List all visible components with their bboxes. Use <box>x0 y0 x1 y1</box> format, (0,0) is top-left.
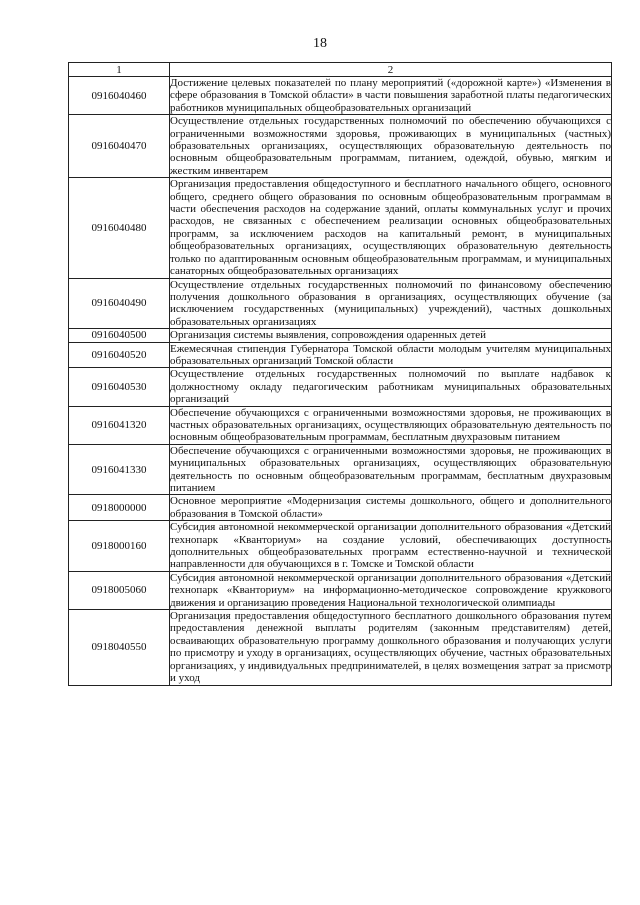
table-row <box>69 278 612 329</box>
row-code: 0916040500 <box>69 329 170 342</box>
row-code: 0916040480 <box>69 178 170 278</box>
table-row <box>69 610 612 685</box>
row-description: Организация предоставления общедоступного бесплатного дошкольного образования путем предоставления денежной выплаты родителям (законным представителям) детей, осваивающих образовательную программу дошкольного образования и получающих услуги по присмотру и уходу в организациях, осуществляющих обучение, частных образовательных организациях, у индивидуальных предпринимателей, в целях возмещения затрат за присмотр и уход <box>170 610 611 685</box>
column-header-code: 1 <box>69 63 170 77</box>
row-description: Ежемесячная стипендия Губернатора Томской области молодым учителям муниципальных образовательных организаций Томской области <box>170 342 611 367</box>
row-code: 0916040530 <box>69 368 170 406</box>
row-code: 0916040460 <box>69 77 170 115</box>
row-code: 0916041320 <box>69 406 170 444</box>
row-description: Обеспечение обучающихся с ограниченными возможностями здоровья, не проживающих в частных образовательных организациях, осуществляющих образовательную деятельность по основным общеобразовательным программам, бесплатным двухразовым питанием <box>170 406 611 444</box>
row-description: Осуществление отдельных государственных полномочий по финансовому обеспечению получения дошкольного образования в организациях, осуществляющих обучение (за исключением государственных (муниципальных) учреждений), частных дошкольных образовательных организациях <box>170 278 611 328</box>
table-row <box>69 115 612 178</box>
row-description: Субсидия автономной некоммерческой организации дополнительного образования «Детский технопарк «Кванториум» на информационно-методическое сопровождение кружкового движения и организацию проведения Национальной технологической олимпиады <box>170 571 611 609</box>
row-code: 0916040470 <box>69 115 170 178</box>
row-description: Осуществление отдельных государственных полномочий по обеспечению обучающихся с ограниченными возможностями здоровья, проживающих в муниципальных (частных) образовательных организациях, осуществляющих образовательную деятельность по основным общеобразовательным программам, питанием, одеждой, обувью, мягким и жестким инвентарем <box>170 115 611 177</box>
table-row <box>69 178 612 278</box>
table-row <box>69 406 612 444</box>
row-description: Организация системы выявления, сопровождения одаренных детей <box>170 329 612 342</box>
row-description: Осуществление отдельных государственных полномочий по выплате надбавок к должностному окладу педагогическим работникам муниципальных образовательных организаций <box>170 368 611 406</box>
budget-classification-table <box>68 62 612 686</box>
page-number: 18 <box>313 36 327 51</box>
row-code: 0918040550 <box>69 610 170 685</box>
row-description: Обеспечение обучающихся с ограниченными возможностями здоровья, не проживающих в муниципальных образовательных организациях, осуществляющих образовательную деятельность по основным общеобразовательным программам, бесплатным двухразовым питанием <box>170 444 611 494</box>
table-body <box>69 63 612 686</box>
table-row <box>69 77 612 115</box>
row-code: 0918000000 <box>69 495 170 521</box>
table-row <box>69 495 612 521</box>
table-row <box>69 521 612 572</box>
row-description: Достижение целевых показателей по плану мероприятий («дорожной карте») «Изменения в сфере образования в Томской области» в части повышения заработной платы педагогических работников муниципальных общеобразовательных организаций <box>170 77 611 114</box>
row-code: 0916040490 <box>69 278 170 329</box>
row-code: 0918000160 <box>69 521 170 572</box>
table-row <box>69 571 612 609</box>
row-description: Основное мероприятие «Модернизация системы дошкольного, общего и дополнительного образования в Томской области» <box>170 495 611 520</box>
row-description: Субсидия автономной некоммерческой организации дополнительного образования «Детский технопарк «Кванториум» на создание условий, обеспечивающих доступность дополнительных общеобразовательных программ естественно-научной и технической направленности для обучающихся в г. Томске и Томской области <box>170 521 611 571</box>
row-description: Организация предоставления общедоступного и бесплатного начального общего, основного общего, среднего общего образования по основным общеобразовательным программам в части обеспечения расходов на содержание зданий, оплаты коммунальных услуг и прочих расходов, не связанных с обеспечением реализации основных общеобразовательных программ, за исключением расходов на капитальный ремонт, в муниципальных общеобразовательных организациях, осуществляющих образовательную деятельность только по адаптированным основным общеобразовательным программам, и муниципальных санаторных общеобразовательных организациях <box>170 178 611 278</box>
column-header-description: 2 <box>170 63 612 77</box>
table-row <box>69 368 612 406</box>
table-row <box>69 329 612 342</box>
row-code: 0916041330 <box>69 444 170 495</box>
table-row <box>69 342 612 368</box>
row-code: 0918005060 <box>69 571 170 609</box>
table-header-row <box>69 63 612 77</box>
table-row <box>69 444 612 495</box>
row-code: 0916040520 <box>69 342 170 368</box>
